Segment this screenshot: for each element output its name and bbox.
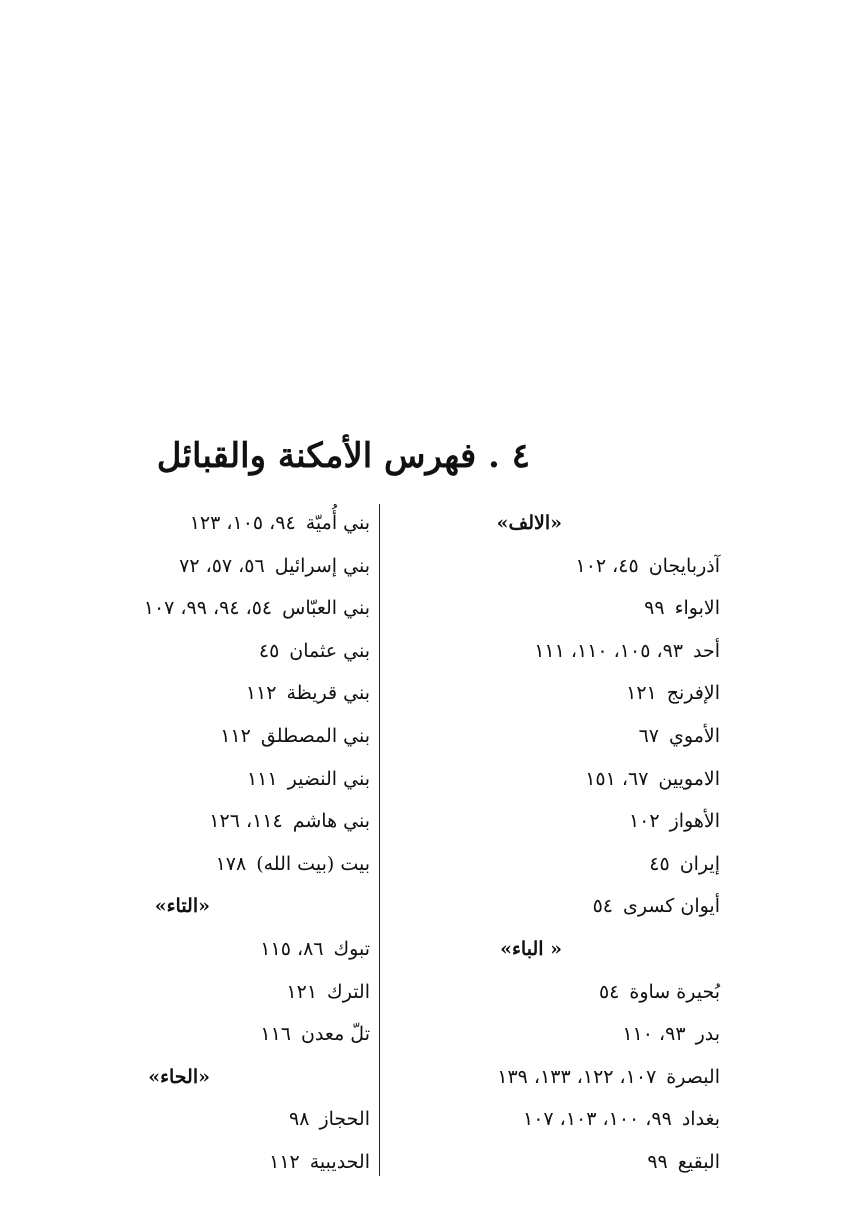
index-entry (360, 587, 720, 630)
index-entry (10, 672, 370, 715)
entry-name: الترك (327, 980, 370, 1003)
entry-pages: ١٢١ (286, 980, 318, 1003)
index-entry (360, 758, 720, 801)
entry-pages: ١١١ (246, 767, 278, 790)
index-entry (10, 800, 370, 843)
index-entry (10, 928, 370, 971)
entry-name: بدر (695, 1023, 720, 1046)
page-title: ٤ . فهرس الأمكنة والقبائل (156, 436, 530, 476)
entry-name: الامويين (658, 767, 720, 790)
entry-pages: ٥٤ (592, 895, 613, 918)
entry-name: البصرة (666, 1065, 720, 1088)
index-entry (10, 630, 370, 673)
entry-pages: ٩٤، ١٠٥، ١٢٣ (189, 512, 296, 534)
index-entry (10, 545, 370, 588)
index-entry (360, 885, 720, 928)
entry-name: إيران (679, 852, 720, 875)
index-entry (10, 1098, 370, 1141)
entry-name: بني النضير (287, 767, 370, 790)
entry-name: الأموي (669, 724, 720, 747)
entry-pages: ٦٧ (638, 724, 660, 747)
section-heading-ba: « الباء» (500, 937, 562, 960)
index-entry (10, 1013, 370, 1056)
entry-name: بني هاشم (292, 810, 370, 833)
entry-pages: ١١٤، ١٢٦ (209, 810, 283, 833)
entry-pages: ١٧٨ (215, 852, 247, 875)
section-heading-ha: «الحاء» (148, 1065, 210, 1088)
entry-name: بني عثمان (289, 639, 370, 662)
index-entry (360, 800, 720, 843)
entry-name: بني المصطلق (260, 724, 370, 747)
entry-pages: ٩٩ (647, 1150, 668, 1173)
index-entry (360, 1098, 720, 1141)
entry-name: بُحيرة ساوة (629, 980, 720, 1003)
index-entry (360, 672, 720, 715)
entry-pages: ٨٦، ١١٥ (260, 937, 324, 960)
index-entry (10, 971, 370, 1014)
entry-pages: ١٠٧، ١٢٢، ١٣٣، ١٣٩ (497, 1065, 657, 1088)
entry-pages: ٤٥ (258, 639, 280, 662)
entry-pages: ٩٣، ١٠٥، ١١٠، ١١١ (534, 639, 683, 662)
index-entry (10, 758, 370, 801)
index-entry (360, 971, 720, 1014)
entry-name: بيت (بيت الله) (256, 852, 370, 875)
entry-pages: ٩٣، ١١٠ (622, 1023, 686, 1046)
section-heading-ta: «التاء» (154, 895, 210, 918)
entry-pages: ١٢١ (626, 682, 657, 705)
index-entry (10, 1141, 370, 1184)
entry-name: أيوان كسرى (622, 895, 720, 918)
entry-name: الإفرنج (666, 682, 720, 705)
entry-name: آذربايجان (648, 554, 720, 577)
index-entry (360, 715, 720, 758)
entry-pages: ٩٩، ١٠٠، ١٠٣، ١٠٧ (523, 1108, 672, 1131)
index-entry (10, 502, 370, 545)
entry-pages: ٥٤ (598, 980, 620, 1003)
entry-pages: ٦٧، ١٥١ (585, 767, 649, 790)
entry-name: الحديبية (309, 1150, 370, 1173)
index-entry (10, 587, 370, 630)
entry-pages: ٥٤، ٩٤، ٩٩، ١٠٧ (143, 597, 273, 620)
entry-name: الابواء (674, 597, 720, 620)
index-entry (360, 630, 720, 673)
section-heading-alif: «الالف» (496, 512, 562, 534)
index-column-left (10, 502, 370, 1184)
index-entry (360, 545, 720, 588)
index-entry (360, 1141, 720, 1184)
index-entry (360, 1056, 720, 1099)
entry-pages: ٩٨ (289, 1108, 310, 1131)
index-entry (360, 1013, 720, 1056)
entry-pages: ١١٢ (220, 724, 251, 747)
entry-name: البقيع (677, 1150, 720, 1173)
entry-pages: ١١٢ (269, 1150, 300, 1173)
entry-name: بني قريظة (286, 682, 370, 705)
entry-name: الحجاز (319, 1108, 370, 1131)
entry-name: بني أُميّة (305, 512, 370, 534)
entry-pages: ١١٢ (245, 682, 277, 705)
entry-name: أحد (693, 639, 720, 662)
entry-name: بغداد (681, 1108, 720, 1131)
index-entry (360, 843, 720, 886)
entry-pages: ٤٥، ١٠٢ (575, 554, 639, 577)
entry-pages: ١١٦ (260, 1023, 291, 1046)
entry-name: تبوك (333, 937, 370, 960)
entry-pages: ٥٦، ٥٧، ٧٢ (179, 554, 265, 577)
index-entry (10, 715, 370, 758)
index-entry (10, 843, 370, 886)
entry-name: تلّ معدن (301, 1023, 370, 1046)
entry-pages: ٤٥ (649, 852, 670, 875)
entry-name: بني العبّاس (282, 597, 370, 620)
entry-pages: ٩٩ (644, 597, 665, 620)
entry-name: بني إسرائيل (274, 554, 370, 577)
entry-pages: ١٠٢ (628, 810, 660, 833)
index-column-right (360, 502, 720, 1184)
entry-name: الأهواز (669, 810, 720, 833)
